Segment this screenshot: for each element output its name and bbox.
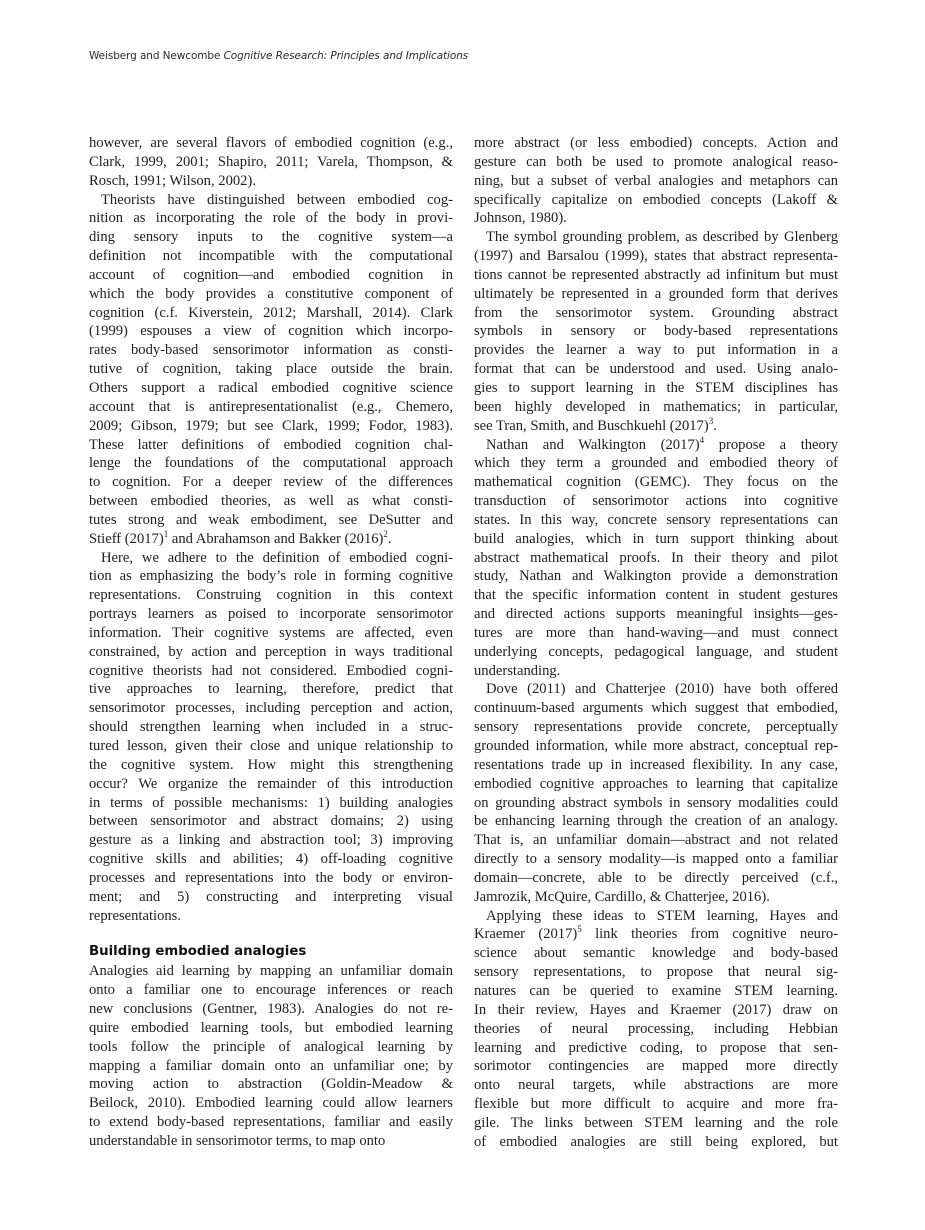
- paragraph-line: tures are more than hand-waving—and must connect: [474, 624, 838, 641]
- paragraph-line: science about semantic knowledge and body-based: [474, 945, 838, 962]
- paragraph-line: (1999) espouses a view of cognition which incorpo-: [89, 323, 453, 340]
- paragraph-line: symbols in sensory or body-based representations: [474, 323, 838, 340]
- paragraph-line: tured lesson, given their close and unique relationship to: [89, 738, 453, 754]
- section-heading: Building embodied analogies: [89, 944, 307, 960]
- paragraph-line: cognitive skills and abilities; 4) off-loading cognitive: [89, 851, 453, 868]
- paragraph-line: Stieff $(2017)^1$ and Abrahamson and Bakker $(2016)^2$.: [89, 528, 392, 547]
- paragraph-line: Here, we adhere to the definition of embodied cogni-: [101, 549, 453, 566]
- paragraph-line: These latter definitions of embodied cognition chal-: [89, 436, 453, 453]
- paragraph-line: ning, but a subset of verbal analogies and metaphors can: [474, 172, 838, 189]
- paragraph-line: build analogies, which in turn support thinking about: [474, 530, 838, 547]
- paragraph-line: ultimately be represented in a grounded form that derives: [474, 285, 838, 302]
- paragraph-line: In their review, Hayes and Kraemer (2017) draw on: [474, 1001, 838, 1018]
- paragraph-line: from the sensorimotor system. Grounding abstract: [474, 304, 838, 321]
- paragraph-line: grounded information, while more abstract, conceptual rep-: [474, 738, 838, 754]
- paragraph-line: Rosch, 1991; Wilson, 2002).: [89, 172, 256, 189]
- paragraph-line: should strengthen learning when included in a struc-: [89, 719, 453, 736]
- paragraph-line: tools follow the principle of analogical learning by: [89, 1038, 453, 1055]
- paragraph-line: embodied cognitive approaches to learning that capitalize: [474, 775, 838, 792]
- header-authors: Weisberg and Newcombe: [89, 50, 221, 62]
- paragraph-line: however, are several flavors of embodied cognition (e.g.,: [89, 135, 453, 151]
- paragraph-line: (1997) and Barsalou (1999), states that abstract representa-: [474, 248, 838, 265]
- paragraph-line: which they term a grounded and embodied theory of: [474, 455, 838, 472]
- paragraph-line: onto a familiar one to encourage inferences or reach: [89, 982, 453, 999]
- paragraph-line: and directed actions supports meaningful insights—ges-: [474, 606, 838, 623]
- paragraph-line: Others support a radical embodied cognitive science: [89, 379, 453, 396]
- paragraph-line: Theorists have distinguished between embodied cog-: [101, 191, 453, 208]
- paragraph-line: understandable in sensorimotor terms, to map onto: [89, 1132, 386, 1149]
- left-column: [89, 134, 453, 1151]
- paragraph-line: representations.: [89, 907, 181, 924]
- paragraph-line: which the body provides a constitutive component of: [89, 285, 453, 302]
- paragraph-line: portrays learners as poised to incorporate sensorimotor: [89, 606, 453, 623]
- header-journal-title: Cognitive Research: Principles and Implications: [223, 50, 469, 62]
- paragraph-line: theories of neural processing, including Hebbian: [474, 1020, 838, 1037]
- paragraph-line: be enhancing learning through the creation of an analogy.: [474, 813, 838, 830]
- paragraph-line: been highly developed in mathematics; in particular,: [474, 398, 838, 415]
- paragraph-line: domain—concrete, able to be directly perceived (c.f.,: [474, 869, 838, 886]
- paragraph-line: states. In this way, concrete sensory representations can: [474, 511, 838, 528]
- paragraph-line: The symbol grounding problem, as described by Glenberg: [486, 229, 838, 246]
- paragraph-line: account that is antirepresentationalist (e.g., Chemero,: [89, 398, 453, 415]
- paragraph-line: gile. The links between STEM learning and the role: [474, 1114, 838, 1131]
- paragraph-line: cognitive theorists had not considered. Embodied cogni-: [89, 662, 453, 679]
- paragraph-line: Beilock, 2010). Embodied learning could allow learners: [89, 1095, 453, 1112]
- paragraph-line: cognition (c.f. Kiverstein, 2012; Marshall, 2014). Clark: [89, 304, 453, 321]
- paragraph-line: to extend body-based representations, familiar and easily: [89, 1114, 453, 1131]
- paragraph-line: mapping a familiar domain onto an unfamiliar one; by: [89, 1057, 453, 1074]
- paragraph-line: Dove (2011) and Chatterjee (2010) have both offered: [486, 681, 838, 698]
- running-header: [89, 50, 468, 62]
- paragraph-line: between sensorimotor and abstract domains; 2) using: [89, 813, 453, 830]
- paragraph-line: see Tran, Smith, and Buschkuehl $(2017)^3$.: [474, 415, 717, 434]
- paragraph-line: gesture can both be used to promote analogical reaso-: [474, 153, 838, 170]
- paragraph-line: understanding.: [474, 662, 561, 679]
- paragraph-line: tions cannot be represented abstractly ad infinitum but must: [474, 266, 838, 283]
- paragraph-line: flexible but more difficult to acquire and more fra-: [474, 1096, 838, 1113]
- paragraph-line: occur? We organize the remainder of this introduction: [89, 775, 453, 792]
- paragraph-line: tutive of cognition, taking place outside the brain.: [89, 361, 453, 378]
- paragraph-line: sensory representations, to propose that neural sig-: [474, 964, 838, 981]
- paragraph-line: constrained, by action and perception in ways traditional: [89, 643, 453, 660]
- paragraph-line: gesture as a linking and abstraction tool; 3) improving: [89, 832, 453, 849]
- paragraph-line: Analogies aid learning by mapping an unfamiliar domain: [89, 963, 453, 980]
- paragraph-line: provides the learner a way to put information in a: [474, 342, 838, 359]
- paragraph-line: abstract mathematical proofs. In their theory and pilot: [474, 549, 838, 566]
- paragraph-line: quire embodied learning tools, but embodied learning: [89, 1019, 453, 1036]
- paragraph-line: sorimotor contingencies are mapped more directly: [474, 1058, 838, 1075]
- paragraph-line: Jamrozik, McQuire, Cardillo, & Chatterjee, 2016).: [474, 888, 770, 905]
- paragraph-line: processes and representations into the body or environ-: [89, 869, 453, 886]
- paragraph-line: gies to support learning in the STEM disciplines has: [474, 379, 838, 396]
- paragraph-line: Applying these ideas to STEM learning, Hayes and: [486, 907, 838, 924]
- paragraph-line: between embodied theories, as well as what consti-: [89, 493, 453, 510]
- paragraph-line: Clark, 1999, 2001; Shapiro, 2011; Varela, Thompson, &: [89, 153, 453, 170]
- paragraph-line: onto neural targets, while abstractions are more: [474, 1077, 838, 1094]
- paragraph-line: underlying concepts, pedagogical language, and student: [474, 643, 838, 660]
- paragraph-line: definition not incompatible with the computational: [89, 248, 453, 265]
- paragraph-line: account of cognition—and embodied cognition in: [89, 266, 453, 283]
- paragraph-line: to cognition. For a deeper review of the differences: [89, 474, 453, 491]
- paragraph-line: natures can be queried to examine STEM learning.: [474, 982, 838, 999]
- paragraph-line: moving action to abstraction (Goldin-Meadow &: [89, 1076, 453, 1093]
- paragraph-line: rates body-based sensorimotor information as consti-: [89, 342, 453, 359]
- paragraph-line: information. Their cognitive systems are affected, even: [89, 624, 453, 641]
- paragraph-line: on grounding abstract symbols in sensory modalities could: [474, 794, 838, 811]
- right-column: [474, 134, 838, 1152]
- paragraph-line: of embodied analogies are still being explored, but: [474, 1133, 838, 1150]
- paragraph-line: format that can be understood and used. Using analo-: [474, 361, 838, 378]
- paragraph-line: tion as emphasizing the body’s role in forming cognitive: [89, 568, 453, 585]
- paragraph-line: nition as incorporating the role of the body in provi-: [89, 210, 453, 227]
- paragraph-line: study, Nathan and Walkington provide a demonstration: [474, 568, 838, 585]
- paragraph-line: tive approaches to learning, therefore, predict that: [89, 681, 453, 698]
- paragraph-line: continuum-based arguments which suggest that embodied,: [474, 700, 838, 717]
- paragraph-line: tutes strong and weak embodiment, see DeSutter and: [89, 511, 453, 528]
- paragraph-line: lenge the foundations of the computational approach: [89, 455, 453, 472]
- paragraph-line: learning and predictive coding, to propose that sen-: [474, 1039, 838, 1056]
- paragraph-line: transduction of sensorimotor actions into cognitive: [474, 493, 838, 510]
- paragraph-line: more abstract (or less embodied) concepts. Action and: [474, 135, 838, 151]
- paragraph-line: the cognitive system. How might this strengthening: [89, 756, 453, 773]
- paragraph-line: in terms of possible mechanisms: 1) building analogies: [89, 794, 453, 811]
- paragraph-line: that the specific information content in student gestures: [474, 587, 838, 604]
- paragraph-line: ment; and 5) constructing and interpreting visual: [89, 888, 453, 905]
- paragraph-line: That is, an unfamiliar domain—abstract and not related: [474, 832, 838, 849]
- paragraph-line: specifically capitalize on embodied concepts (Lakoff &: [474, 191, 838, 208]
- paragraph-line: new conclusions (Gentner, 1983). Analogies do not re-: [89, 1000, 453, 1017]
- paragraph-line: Johnson, 1980).: [474, 210, 567, 227]
- paragraph-line: mathematical cognition (GEMC). They focus on the: [474, 474, 838, 491]
- paragraph-line: sensorimotor processes, including perception and action,: [89, 700, 453, 717]
- paragraph-line: sensory representations provide concrete, perceptually: [474, 719, 838, 736]
- paragraph-line: resentations trade up in increased flexibility. In any case,: [474, 756, 838, 773]
- paragraph-line: ding sensory inputs to the cognitive system—a: [89, 229, 453, 246]
- paragraph-line: directly to a sensory modality—is mapped onto a familiar: [474, 851, 838, 868]
- paragraph-line: Kraemer $(2017)^5$ link theories from cognitive neuro-: [474, 924, 838, 943]
- paragraph-line: representations. Construing cognition in this context: [89, 587, 453, 604]
- paragraph-line: 2009; Gibson, 1979; but see Clark, 1999; Fodor, 1983).: [89, 417, 453, 434]
- paragraph-line: Nathan and Walkington $(2017)^4$ propose a theory: [486, 434, 838, 453]
